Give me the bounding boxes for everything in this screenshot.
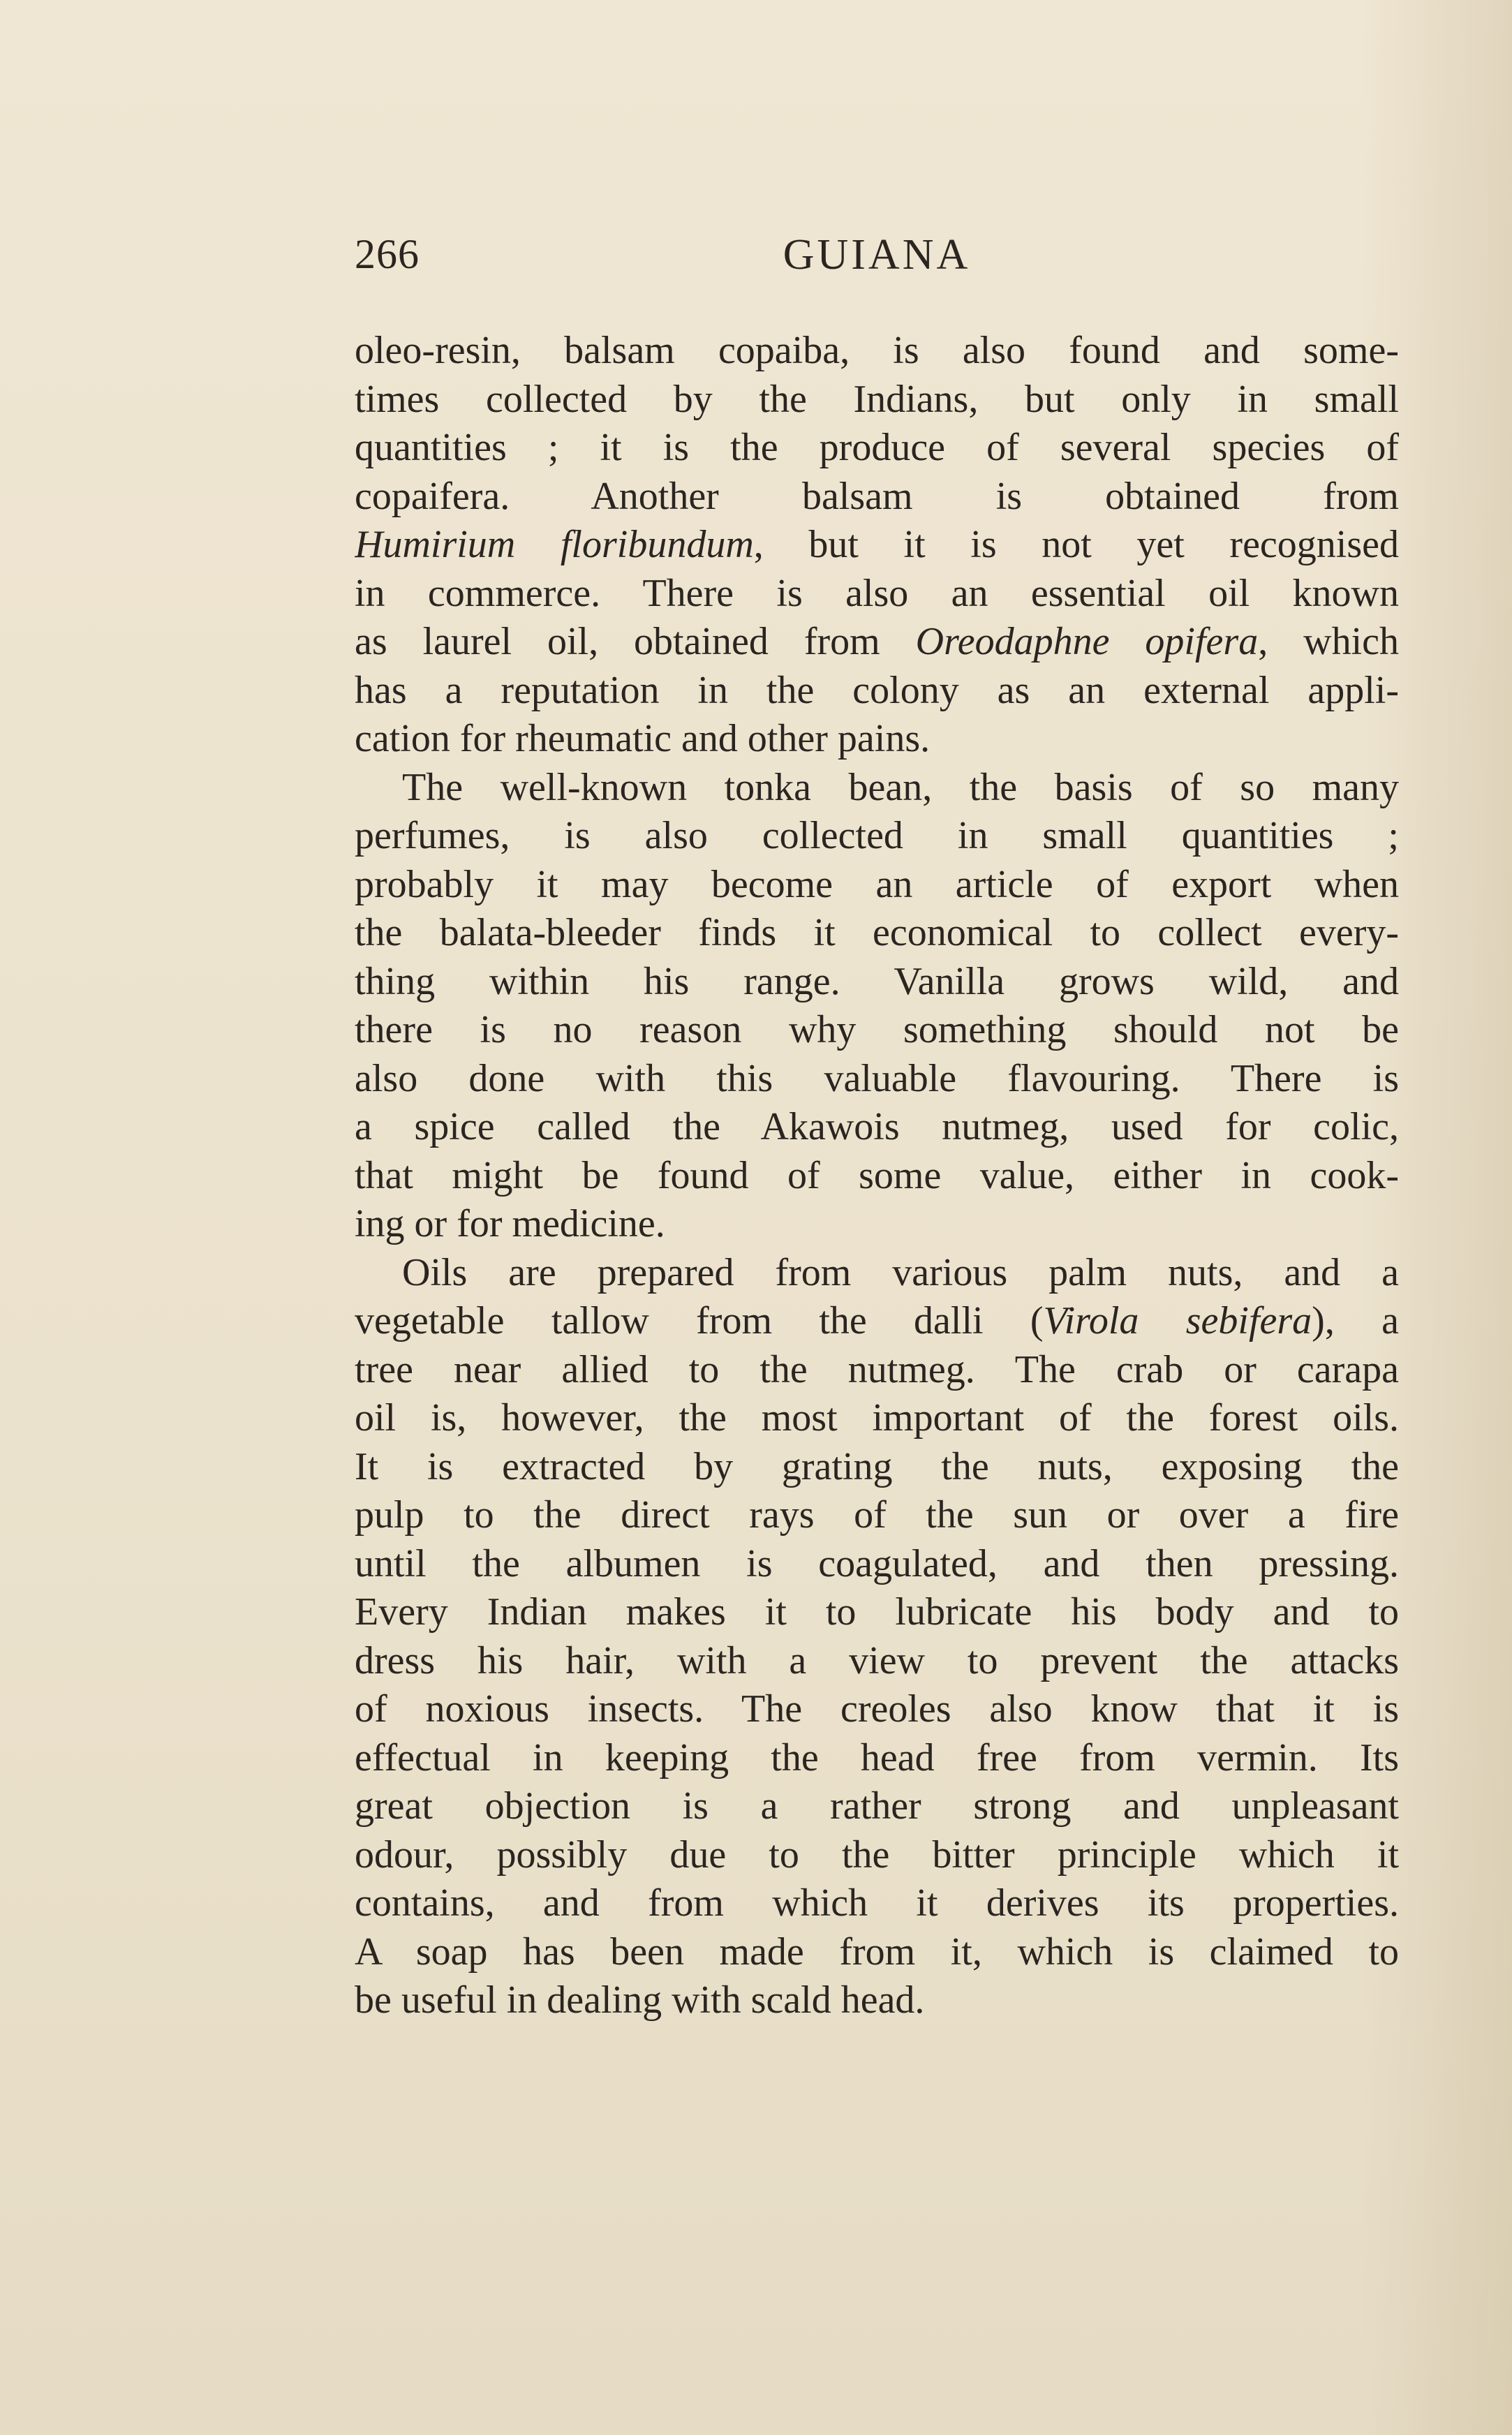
text-line: copaifera. Another balsam is obtained from	[355, 474, 1399, 518]
page-number: 266	[355, 231, 420, 277]
text-line: oleo-resin, balsam copaiba, is also found and some-	[355, 329, 1399, 372]
text-line: great objection is a rather strong and unpleasant	[355, 1784, 1399, 1828]
text-line: until the albumen is coagulated, and then pressing.	[355, 1541, 1399, 1585]
text-line: there is no reason why something should not be	[355, 1008, 1399, 1051]
text-line: dress his hair, with a view to prevent the attacks	[355, 1638, 1399, 1682]
text-line: thing within his range. Vanilla grows wild, and	[355, 959, 1399, 1003]
page-header	[355, 230, 1399, 286]
text-line: that might be found of some value, either in cook-	[355, 1153, 1399, 1197]
text-line: of noxious insects. The creoles also know that it is	[355, 1687, 1399, 1731]
text-line: quantities ; it is the produce of several species of	[355, 426, 1399, 469]
text-line: a spice called the Akawois nutmeg, used for colic,	[355, 1105, 1399, 1148]
running-head: GUIANA	[783, 231, 971, 279]
text-line: Oils are prepared from various palm nuts, and a	[402, 1250, 1399, 1294]
text-line: Every Indian makes it to lubricate his body and to	[355, 1590, 1399, 1634]
text-line	[355, 1297, 1399, 1346]
text-line: has a reputation in the colony as an external appli-	[355, 668, 1399, 712]
line-segment: , which	[1258, 620, 1399, 663]
text-line	[355, 521, 1399, 570]
text-line: times collected by the Indians, but only in small	[355, 377, 1399, 421]
text-line: The well-known tonka bean, the basis of so many	[402, 765, 1399, 809]
text-line: be useful in dealing with scald head.	[355, 1978, 925, 2022]
line-segment: vegetable tallow from the dalli (	[355, 1299, 1044, 1342]
text-line	[355, 618, 1399, 667]
text-line: in commerce. There is also an essential oil known	[355, 571, 1399, 615]
text-line: cation for rheumatic and other pains.	[355, 717, 931, 760]
line-segment: , but it is not yet recognised	[753, 523, 1399, 566]
italic-species-name: Humirium floribundum	[355, 523, 754, 566]
text-line: also done with this valuable flavouring. There is	[355, 1056, 1399, 1100]
line-segment: ), a	[1312, 1299, 1399, 1342]
text-line: tree near allied to the nutmeg. The crab or carapa	[355, 1347, 1399, 1391]
body-text	[355, 327, 1399, 2025]
text-line: the balata-bleeder finds it economical to collect every-	[355, 911, 1399, 954]
text-line: perfumes, is also collected in small quantities ;	[355, 814, 1399, 857]
italic-species-name: Virola sebifera	[1043, 1299, 1312, 1342]
text-line: It is extracted by grating the nuts, exposing the	[355, 1444, 1399, 1488]
text-line: probably it may become an article of export when	[355, 862, 1399, 906]
text-line: contains, and from which it derives its properties.	[355, 1881, 1399, 1925]
line-segment: as laurel oil, obtained from	[355, 620, 916, 663]
text-line: pulp to the direct rays of the sun or over a fire	[355, 1493, 1399, 1537]
text-line: ing or for medicine.	[355, 1202, 665, 1245]
text-line: oil is, however, the most important of the forest oils.	[355, 1396, 1399, 1439]
text-line: odour, possibly due to the bitter principle which it	[355, 1833, 1399, 1877]
text-line: A soap has been made from it, which is claimed to	[355, 1930, 1399, 1974]
text-line: effectual in keeping the head free from vermin. Its	[355, 1735, 1399, 1779]
italic-species-name: Oreodaphne opifera	[915, 620, 1259, 663]
